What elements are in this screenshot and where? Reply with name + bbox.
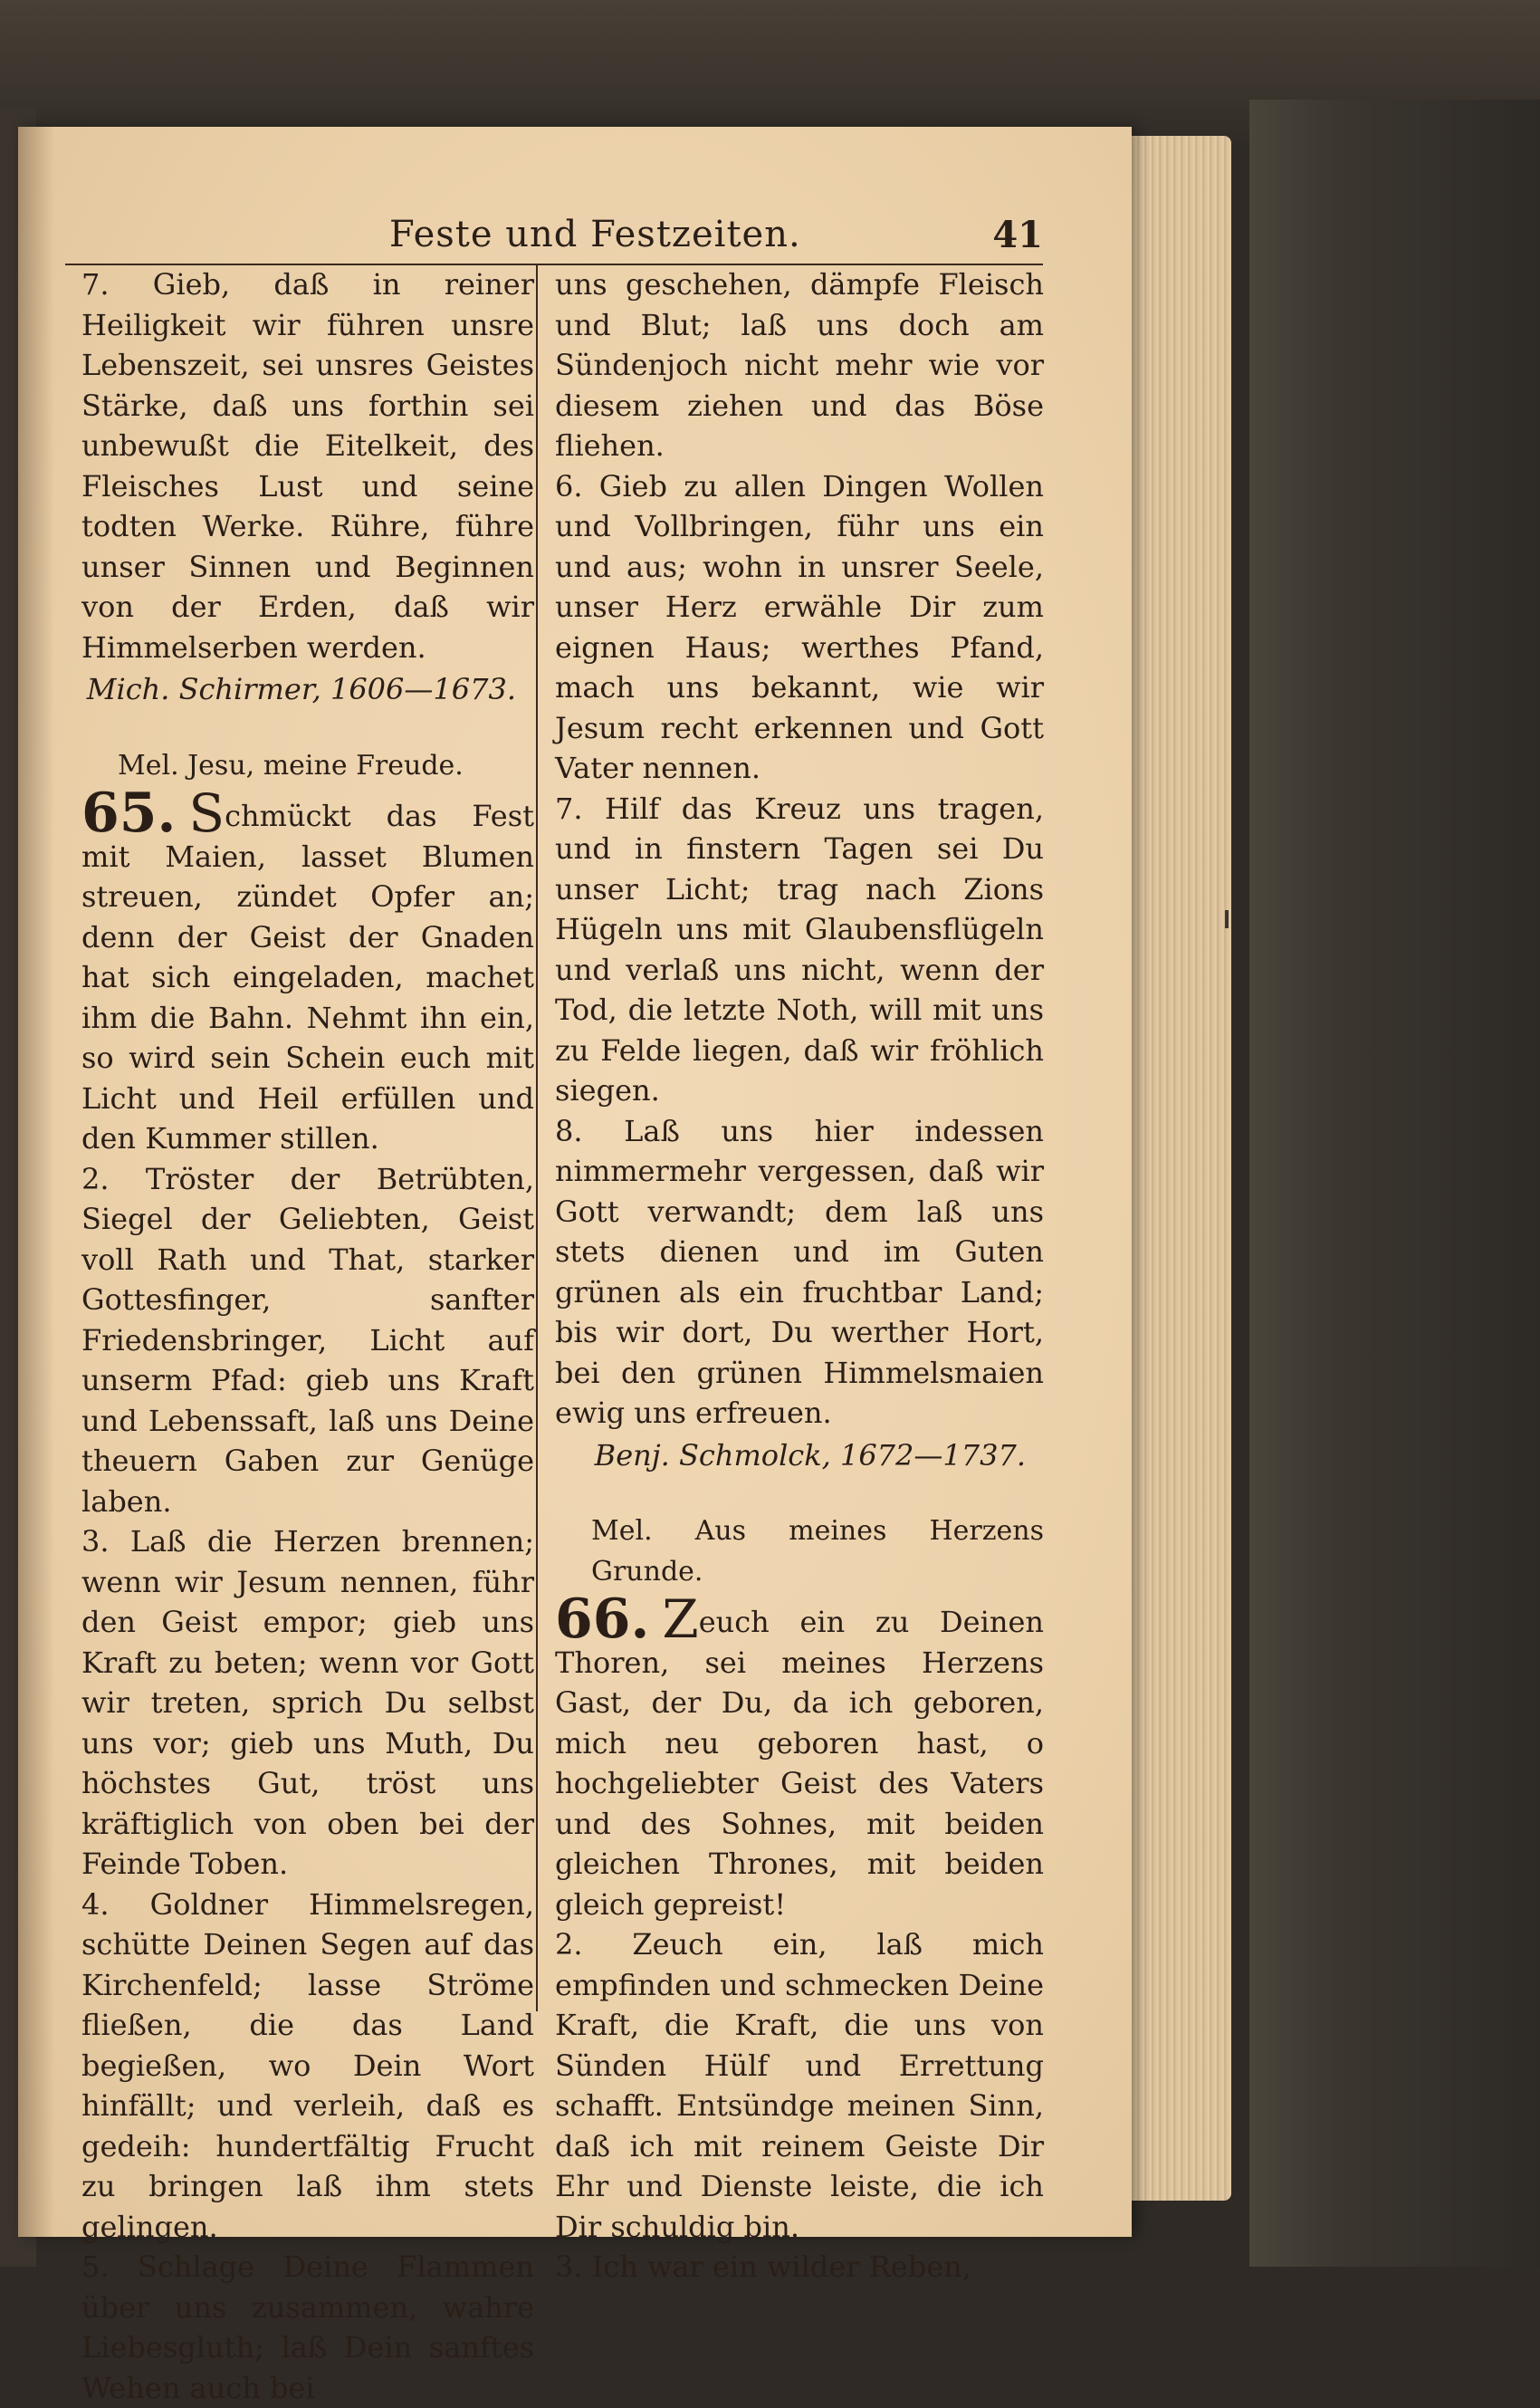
hymn-number-65: 65. bbox=[81, 782, 177, 845]
melody-hymn-65: Mel. Jesu, meine Freude. bbox=[118, 749, 464, 782]
edge-mark bbox=[1225, 910, 1229, 928]
hymn-66-verse-2: 2. Zeuch ein, laß mich empfinden und schmecken Deine Kraft, die Kraft, die uns von Sünden Hülf und Errettung schafft. Entsündge meinen Sinn, daß ich mit reinem Geiste Dir Ehr und Dienste leiste, die ich Dir schuldig bin. bbox=[555, 1927, 1044, 2244]
book-cover-right bbox=[1249, 100, 1540, 2267]
hymn-65-initial: S bbox=[188, 782, 225, 844]
hymn-65-verse-2: 2. Tröster der Betrübten, Siegel der Geliebten, Geist voll Rath und That, starker Gottesfinger, sanfter Friedensbringer, Licht auf unserm Pfad: gieb uns Kraft und Lebenssaft, laß uns Deine theuern Gaben zur Genüge laben. bbox=[81, 1161, 534, 1519]
verse-7-left: 7. Gieb, daß in reiner Heiligkeit wir führen unsre Lebenszeit, sei unsres Geistes Stärke, daß uns forthin sei unbewußt die Eitelkeit, des Fleisches Lust und seine todten Werke. Rühre, führe unser Sinnen und Beginnen von der Erden, daß wir Himmelserben werden. bbox=[81, 267, 534, 665]
hymn-number-66: 66. bbox=[555, 1588, 650, 1651]
hymn-65-verse-6: 6. Gieb zu allen Dingen Wollen und Vollbringen, führ uns ein und aus; wohn in unsrer Seele, unser Herz erwähle Dir zum eignen Haus; werthes Pfand, mach uns bekannt, wie wir Jesum recht erkennen und Gott Vater nennen. bbox=[555, 468, 1044, 785]
left-column bbox=[81, 264, 534, 2408]
page-number: 41 bbox=[992, 214, 1043, 256]
hymn-66-verse-1-text: euch ein zu Deinen Thoren, sei meines Herzens Gast, der Du, da ich geboren, mich neu geboren hast, o hochgeliebter Geist des Vaters und des Sohnes, mit beiden gleichen Thrones, mit beiden gleich gepreist! bbox=[555, 1605, 1044, 1922]
hymn-65-verse-1-text: chmückt das Fest mit Maien, lasset Blumen streuen, zündet Opfer an; denn der Geist der Gnaden hat sich eingeladen, machet ihm die Bahn. Nehmt ihn ein, so wird sein Schein euch mit Licht und Heil erfüllen und den Kummer stillen. bbox=[81, 799, 534, 1156]
right-column bbox=[555, 264, 1044, 2288]
column-divider bbox=[536, 264, 538, 2011]
hymn-66-verse-1 bbox=[555, 1588, 1044, 1924]
hymn-66-verse-3: 3. Ich war ein wilder Reben, bbox=[555, 2250, 971, 2284]
running-header bbox=[389, 214, 1059, 259]
hymn-65-verse-8: 8. Laß uns hier indessen nimmermehr vergessen, daß wir Gott verwandt; dem laß uns stets dienen und im Guten grünen als ein fruchtbar Land; bis wir dort, Du werther Hort, bei den grünen Himmelsmaien ewig uns erfreuen. bbox=[555, 1113, 1044, 1430]
hymn-66-initial: Z bbox=[662, 1588, 699, 1650]
hymn-65-verse-4: 4. Goldner Himmelsregen, schütte Deinen Segen auf das Kirchenfeld; lasse Ströme fließen, die das Land begießen, wo Dein Wort hinfällt; und verleih, daß es gedeih: hundertfältig Frucht zu bringen laß ihm stets gelingen. bbox=[81, 1886, 534, 2244]
hymn-65-verse-3: 3. Laß die Herzen brennen; wenn wir Jesum nennen, führ den Geist empor; gieb uns Kraft zu beten; wenn vor Gott wir treten, sprich Du selbst uns vor; gieb uns Muth, Du höchstes Gut, tröst uns kräftiglich von oben bei der Feinde Toben. bbox=[81, 1524, 534, 1881]
hymn-65-verse-1 bbox=[81, 782, 534, 1159]
attribution-schirmer: Mich. Schirmer, 1606—1673. bbox=[86, 672, 516, 706]
melody-hymn-66: Mel. Aus meines Herzens Grunde. bbox=[591, 1515, 1044, 1588]
header-title: Feste und Festzeiten. bbox=[389, 214, 801, 255]
hymn-65-verse-7: 7. Hilf das Kreuz uns tragen, und in finstern Tagen sei Du unser Licht; trag nach Zions Hügeln uns mit Glaubensflügeln und verlaß uns nicht, wenn der Tod, die letzte Noth, will mit uns zu Felde liegen, daß wir fröhlich siegen. bbox=[555, 791, 1044, 1108]
hymn-65-verse-5-continuation: uns geschehen, dämpfe Fleisch und Blut; laß uns doch am Sündenjoch nicht mehr wie vor diesem ziehen und das Böse fliehen. bbox=[555, 267, 1044, 463]
hymn-65-verse-5: 5. Schlage Deine Flammen über uns zusammen, wahre Liebesgluth; laß Dein sanftes Wehen auch bei bbox=[81, 2250, 534, 2405]
attribution-schmolck: Benj. Schmolck, 1672—1737. bbox=[594, 1437, 1026, 1473]
page-gutter-shadow bbox=[18, 127, 54, 2237]
